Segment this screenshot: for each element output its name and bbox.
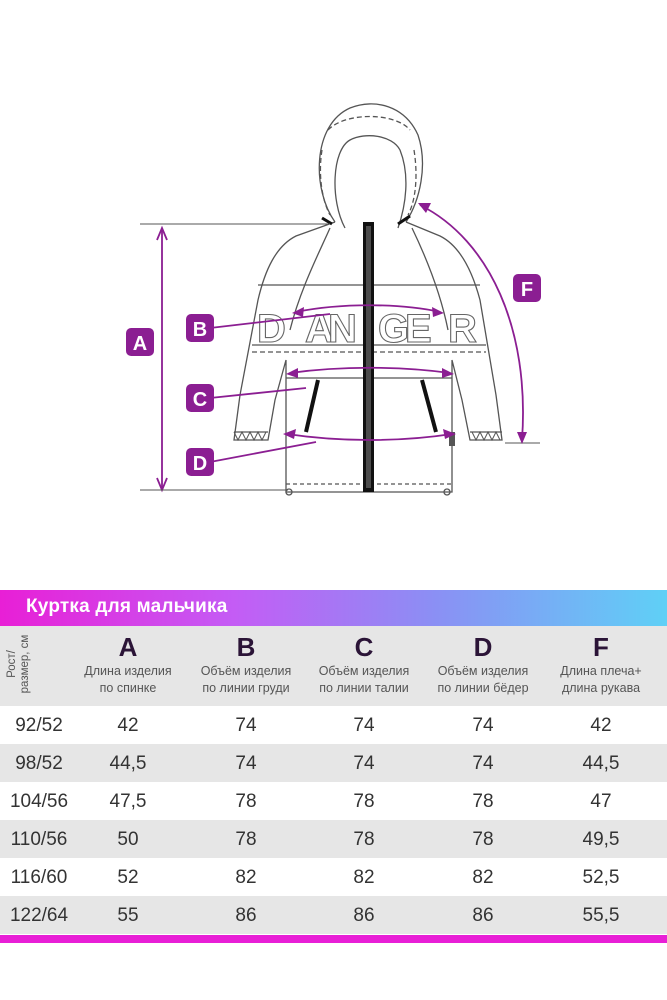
table-row (0, 744, 667, 782)
table-title: Куртка для мальчика (26, 596, 228, 617)
value-cell: 78 (353, 829, 375, 850)
value-cell: 82 (472, 867, 494, 888)
svg-text:B: B (192, 319, 208, 341)
header-col-f: F Длина плеча+ длина рукава (560, 632, 642, 695)
value-cell: 74 (353, 715, 375, 736)
table-row (0, 706, 667, 744)
size-table (0, 626, 667, 934)
table-header (0, 626, 667, 706)
value-cell: 86 (353, 905, 375, 926)
value-cell: 44,5 (109, 753, 147, 774)
value-cell: 78 (235, 829, 257, 850)
value-cell: 82 (235, 867, 257, 888)
size-cell: 110/56 (10, 829, 68, 850)
value-cell: 74 (235, 753, 257, 774)
label-d (186, 448, 214, 476)
value-cell: 47,5 (109, 791, 147, 812)
size-cell: 92/52 (15, 715, 63, 736)
label-b (186, 314, 214, 342)
value-cell: 78 (235, 791, 257, 812)
value-cell: 55,5 (582, 905, 620, 926)
value-cell: 44,5 (582, 753, 620, 774)
header-col-a: A Длина изделия по спинке (84, 632, 172, 695)
value-cell: 78 (353, 791, 375, 812)
value-cell: 42 (590, 715, 612, 736)
value-cell: 86 (472, 905, 494, 926)
danger-letter: D (257, 307, 286, 351)
value-cell: 82 (353, 867, 375, 888)
size-column-header: Рост/ размер, см (6, 634, 31, 694)
value-cell: 52 (117, 867, 139, 888)
svg-text:F: F (520, 279, 534, 301)
table-row (0, 858, 667, 896)
header-col-d: D Объём изделия по линии бёдер (437, 632, 529, 695)
value-cell: 86 (235, 905, 257, 926)
size-cell: 104/56 (9, 791, 69, 812)
value-cell: 50 (117, 829, 139, 850)
table-row (0, 820, 667, 858)
value-cell: 52,5 (582, 867, 620, 888)
table-row (0, 782, 667, 820)
svg-text:C: C (192, 389, 208, 411)
danger-letter: A (305, 307, 334, 351)
size-cell: 98/52 (15, 753, 63, 774)
value-cell: 74 (235, 715, 257, 736)
value-cell: 49,5 (582, 829, 620, 850)
svg-text:D: D (192, 453, 208, 475)
label-c (186, 384, 214, 412)
label-a (126, 328, 154, 356)
value-cell: 74 (472, 753, 494, 774)
header-col-c: C Объём изделия по линии талии (318, 632, 410, 695)
value-cell: 55 (117, 905, 139, 926)
table-row (0, 896, 667, 934)
header-col-b: B Объём изделия по линии груди (200, 632, 292, 695)
danger-letter: R (448, 307, 477, 351)
value-cell: 74 (353, 753, 375, 774)
value-cell: 74 (472, 715, 494, 736)
danger-letter: N (328, 307, 357, 351)
value-cell: 78 (472, 829, 494, 850)
bottom-accent-bar (0, 935, 667, 943)
danger-letter: E (405, 307, 432, 351)
size-cell: 116/60 (10, 867, 68, 888)
label-f (513, 274, 541, 302)
size-cell: 122/64 (9, 905, 69, 926)
value-cell: 42 (117, 715, 139, 736)
danger-letter: G (378, 307, 410, 351)
value-cell: 78 (472, 791, 494, 812)
value-cell: 47 (590, 791, 612, 812)
svg-text:A: A (132, 333, 148, 355)
title-bar (0, 590, 667, 626)
